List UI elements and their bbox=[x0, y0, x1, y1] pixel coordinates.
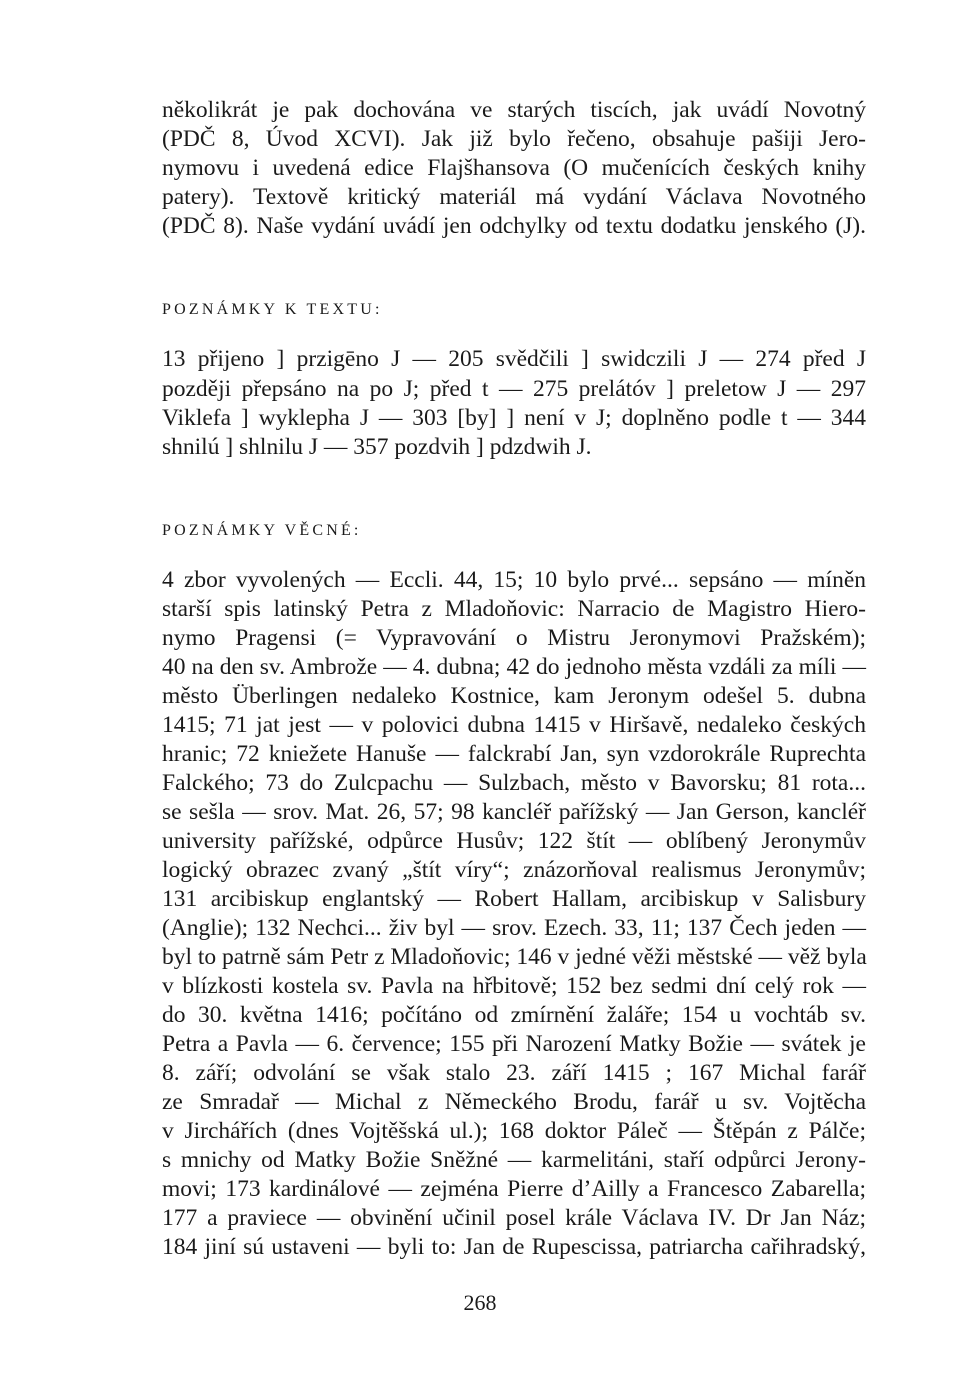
text-line: město Überlingen nedaleko Kostnice, kam Jeronym odešel 5. dubna bbox=[162, 683, 866, 709]
text-line: (Anglie); 132 Nechci... živ byl — srov. Ezech. 33, 11; 137 Čech jeden — bbox=[162, 915, 866, 941]
text-line: 177 a praviece — obvinění učinil posel krále Václava IV. Dr Jan Náz; bbox=[162, 1205, 866, 1231]
text-line: se sešla — srov. Mat. 26, 57; 98 kancléř pařížský — Jan Gerson, kancléř bbox=[162, 799, 866, 825]
text-line: shnilú ] shlnilu J — 357 pozdvih ] pdzdwih J. bbox=[162, 434, 592, 460]
text-notes-heading: POZNÁMKY K TEXTU: bbox=[162, 301, 383, 318]
text-line: několikrát je pak dochována ve starých tiscích, jak uvádí Novotný bbox=[162, 97, 866, 123]
text-line: starší spis latinský Petra z Mladoňovic: Narracio de Magistro Hiero- bbox=[162, 596, 866, 622]
text-line: s mnichy od Matky Božie Sněžné — karmelitáni, staří odpůrci Jerony- bbox=[162, 1147, 866, 1173]
text-line: patery). Textově kritický materiál má vydání Václava Novotného bbox=[162, 184, 866, 210]
text-line: nymo Pragensi (= Vypravování o Mistru Jeronymovi Pražském); bbox=[162, 625, 866, 651]
text-line: logický obrazec zvaný „štít víry“; znázorňoval realismus Jeronymův; bbox=[162, 857, 866, 883]
text-line: do 30. května 1416; počítáno od zmírnění žaláře; 154 u vochtáb sv. bbox=[162, 1002, 866, 1028]
text-line: v blízkosti kostela sv. Pavla na hřbitově; 152 bez sedmi dní celý rok — bbox=[162, 973, 866, 999]
text-line: 131 arcibiskup englantský — Robert Hallam, arcibiskup v Salisbury bbox=[162, 886, 866, 912]
text-line: (PDČ 8, Úvod XCVI). Jak již bylo řečeno, obsahuje pašiji Jero- bbox=[162, 126, 866, 152]
factual-notes-heading: POZNÁMKY VĚCNÉ: bbox=[162, 522, 362, 539]
text-line: Falckého; 73 do Zulcpachu — Sulzbach, město v Bavorsku; 81 rota... bbox=[162, 770, 866, 796]
text-line: 13 přijeno ] przigēno J — 205 svědčili ] swidczili J — 274 před J bbox=[162, 346, 866, 372]
text-line: university pařížské, odpůrce Husův; 122 štít — oblíbený Jeronymův bbox=[162, 828, 866, 854]
text-line: 4 zbor vyvolených — Eccli. 44, 15; 10 bylo prvé... sepsáno — míněn bbox=[162, 567, 866, 593]
text-line: nymovu i uvedená edice Flajšhansova (O mučenících českých knihy bbox=[162, 155, 866, 181]
text-line: v Jirchářích (dnes Vojtěšská ul.); 168 doktor Páleč — Štěpán z Pálče; bbox=[162, 1118, 866, 1144]
page-number: 268 bbox=[463, 1290, 497, 1315]
text-line: byl to patrně sám Petr z Mladoňovic; 146 v jedné věži městské — věž byla bbox=[162, 944, 867, 970]
text-line: 40 na den sv. Ambrože — 4. dubna; 42 do jednoho města vzdáli za míli — bbox=[162, 654, 866, 680]
text-line: (PDČ 8). Naše vydání uvádí jen odchylky od textu dodatku jenského (J). bbox=[162, 213, 866, 239]
text-line: ze Smradař — Michal z Německého Brodu, farář u sv. Vojtěcha bbox=[162, 1089, 866, 1115]
text-line: 184 jiní sú ustaveni — byli to: Jan de Rupescissa, patriarcha cařihradský, bbox=[162, 1234, 866, 1260]
text-line: movi; 173 kardinálové — zejména Pierre d’Ailly a Francesco Zabarella; bbox=[162, 1176, 866, 1202]
text-line: 8. září; odvolání se však stalo 23. září 1415 ; 167 Michal farář bbox=[162, 1060, 866, 1086]
text-line: hranic; 72 kniežete Hanuše — falckrabí Jan, syn vzdorokrále Ruprechta bbox=[162, 741, 866, 767]
text-line: později přepsáno na po J; před t — 275 prelátóv ] preletow J — 297 bbox=[162, 376, 866, 402]
text-line: 1415; 71 jat jest — v polovici dubna 1415 v Hiršavě, nedaleko českých bbox=[162, 712, 866, 738]
text-line: Petra a Pavla — 6. července; 155 při Narození Matky Božie — svátek je bbox=[162, 1031, 866, 1057]
text-line: Viklefa ] wyklepha J — 303 [by] ] není v J; doplněno podle t — 344 bbox=[162, 405, 866, 431]
